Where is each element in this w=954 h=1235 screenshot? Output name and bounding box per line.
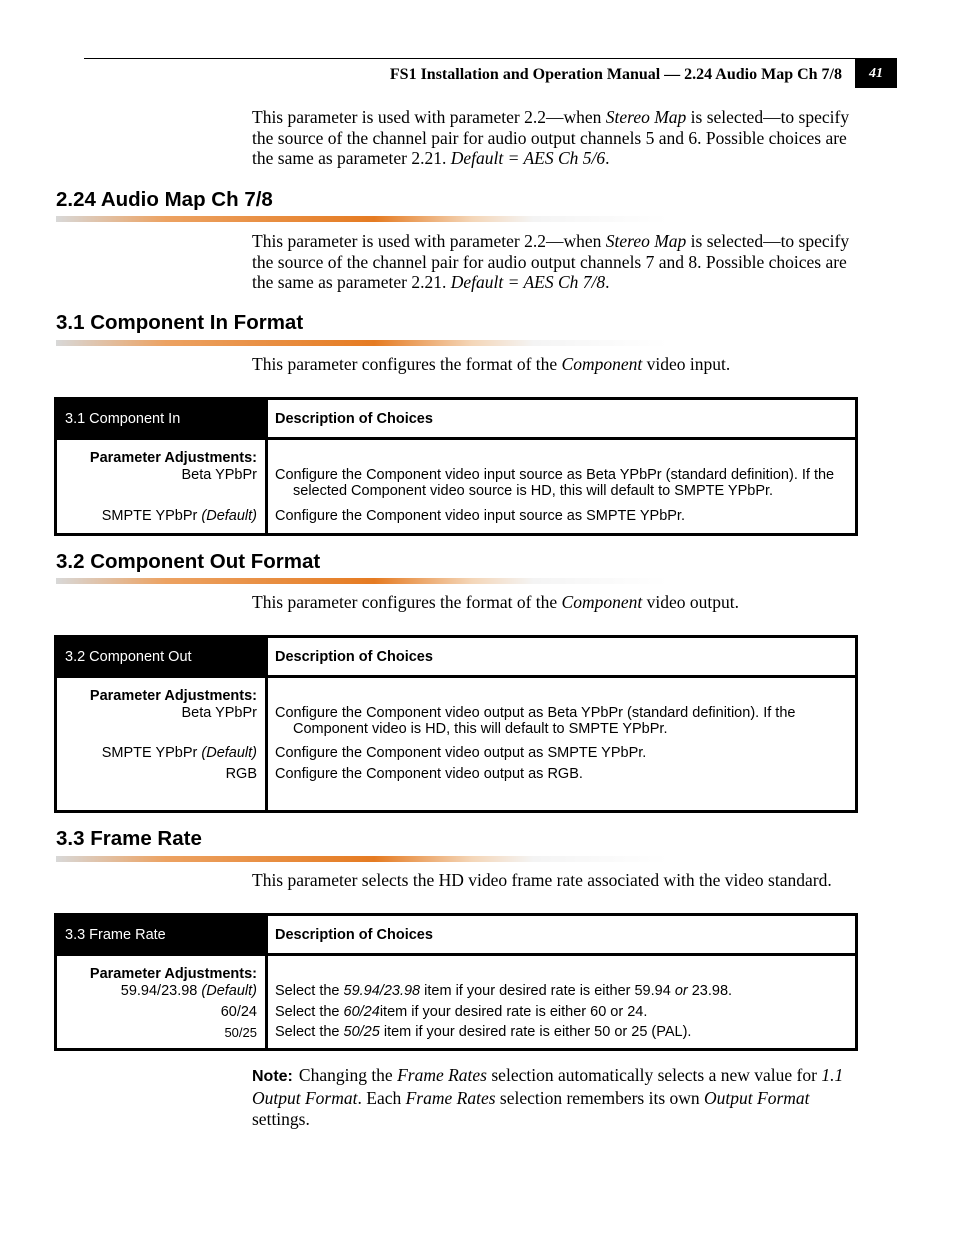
text-run: This parameter configures the format of the [252, 354, 562, 374]
italic-text: Output Format [704, 1087, 810, 1108]
note-label: Note: [252, 1068, 293, 1085]
italic-text: Frame Rates [397, 1065, 487, 1085]
param-adjustments-label: Parameter Adjustments: [89, 966, 257, 982]
text-run: This parameter configures the format of the [252, 592, 562, 612]
note-paragraph [252, 1065, 864, 1131]
italic-text: Frame Rates [405, 1087, 496, 1108]
table-component-out [54, 635, 858, 813]
table-head-right: Description of Choices [268, 400, 855, 437]
text-run: settings. [252, 1109, 310, 1129]
param-name: SMPTE YPbPr (Default) [101, 508, 257, 524]
italic-text: 1.1 Output Format [252, 1065, 844, 1108]
italic-text: Default = AES Ch 7/8 [450, 272, 606, 292]
heading-3-1: 3.1 Component In Format [56, 311, 304, 334]
paragraph-3-2 [252, 592, 872, 613]
text-run: Select the [275, 983, 344, 999]
param-name: 60/24 [220, 1004, 257, 1020]
running-header: FS1 Installation and Operation Manual — 2.24 Audio Map Ch 7/8 [389, 66, 842, 83]
text-run: This parameter selects the HD video frame rate associated with the video standard. [252, 870, 832, 890]
text-run: This parameter is used with parameter 2.2—when [252, 107, 606, 127]
param-name: 50/25 [224, 1025, 257, 1040]
text-run: Select the [275, 1004, 344, 1020]
heading-underline [56, 340, 668, 346]
param-description [275, 1025, 847, 1045]
text-run: video input. [642, 354, 731, 374]
text-run: item if your desired rate is either 60 or 24. [379, 1004, 648, 1020]
param-description: Configure the Component video output as SMPTE YPbPr. [275, 745, 647, 761]
param-description [275, 1005, 847, 1025]
heading-2-24: 2.24 Audio Map Ch 7/8 [56, 188, 273, 211]
paragraph-3-3 [252, 870, 872, 891]
page-number: 41 [855, 59, 897, 88]
param-name: 59.94/23.98 (Default) [120, 983, 257, 999]
table-param-column [57, 440, 265, 533]
text-run: 23.98. [687, 983, 733, 999]
table-desc-column [268, 678, 855, 810]
header-rule [84, 58, 897, 59]
table-head-right: Description of Choices [268, 638, 855, 675]
param-name: Beta YPbPr [181, 467, 257, 483]
italic-text: Component [561, 592, 643, 612]
italic-text: 50/25 [343, 1024, 380, 1040]
italic-text: 60/24 [343, 1004, 380, 1020]
text-run: . [605, 272, 610, 292]
paragraph-2-24 [252, 231, 872, 293]
text-run: item if your desired rate is either 50 or 25 (PAL). [379, 1024, 692, 1040]
table-head-left: 3.1 Component In [65, 410, 181, 427]
text-run: selection automatically selects a new value for [487, 1065, 822, 1085]
table-desc-column [268, 956, 855, 1048]
table-head-right: Description of Choices [268, 916, 855, 953]
text-run: selection remembers its own [495, 1087, 705, 1108]
text-run: . [605, 148, 610, 168]
italic-text: or [674, 983, 688, 999]
text-run: is selected—to specify the source of the channel pair for audio output channels 5 and 6. Possible choices are the same as parameter 2.21. [252, 107, 850, 168]
param-name: RGB [225, 766, 257, 782]
param-name: SMPTE YPbPr (Default) [101, 745, 257, 761]
param-description: Configure the Component video input source as Beta YPbPr (standard definition). If the selected Component video source is HD, this will default to SMPTE YPbPr. [275, 467, 835, 499]
paragraph-3-1 [252, 354, 872, 375]
table-frame-rate [54, 913, 858, 1051]
italic-text: Stereo Map [605, 231, 687, 251]
param-name: Beta YPbPr [181, 705, 257, 721]
param-adjustments-label: Parameter Adjustments: [89, 450, 257, 466]
italic-text: Component [561, 354, 643, 374]
text-run: video output. [642, 592, 739, 612]
italic-text: Stereo Map [605, 107, 687, 127]
heading-underline [56, 216, 668, 222]
text-run: . Each [357, 1087, 406, 1108]
heading-3-2: 3.2 Component Out Format [56, 550, 321, 573]
text-run: Select the [275, 1024, 344, 1040]
heading-3-3: 3.3 Frame Rate [56, 827, 202, 850]
table-desc-column [268, 440, 855, 533]
table-component-in [54, 397, 858, 536]
text-run: is selected—to specify the source of the channel pair for audio output channels 7 and 8. Possible choices are the same as parameter 2.21. [252, 231, 850, 292]
italic-text: Default = AES Ch 5/6 [450, 148, 606, 168]
param-description: Configure the Component video input source as SMPTE YPbPr. [275, 508, 685, 524]
param-description [275, 984, 847, 1005]
table-param-column [57, 956, 265, 1048]
table-head-left: 3.3 Frame Rate [65, 926, 166, 943]
text-run: item if your desired rate is either 59.94 [420, 983, 675, 999]
text-run: Changing the [298, 1065, 398, 1085]
text-run: This parameter is used with parameter 2.2—when [252, 231, 606, 251]
note-text [252, 1065, 843, 1129]
heading-underline [56, 578, 668, 584]
intro-paragraph [252, 107, 872, 169]
table-param-column [57, 678, 265, 810]
italic-text: 59.94/23.98 [343, 983, 421, 999]
param-description: Configure the Component video output as Beta YPbPr (standard definition). If the Component video is HD, this will default to SMPTE YPbPr. [275, 705, 796, 737]
heading-underline [56, 856, 668, 862]
param-adjustments-label: Parameter Adjustments: [89, 688, 257, 704]
table-head-left: 3.2 Component Out [65, 648, 192, 665]
param-description: Configure the Component video output as RGB. [275, 766, 583, 782]
